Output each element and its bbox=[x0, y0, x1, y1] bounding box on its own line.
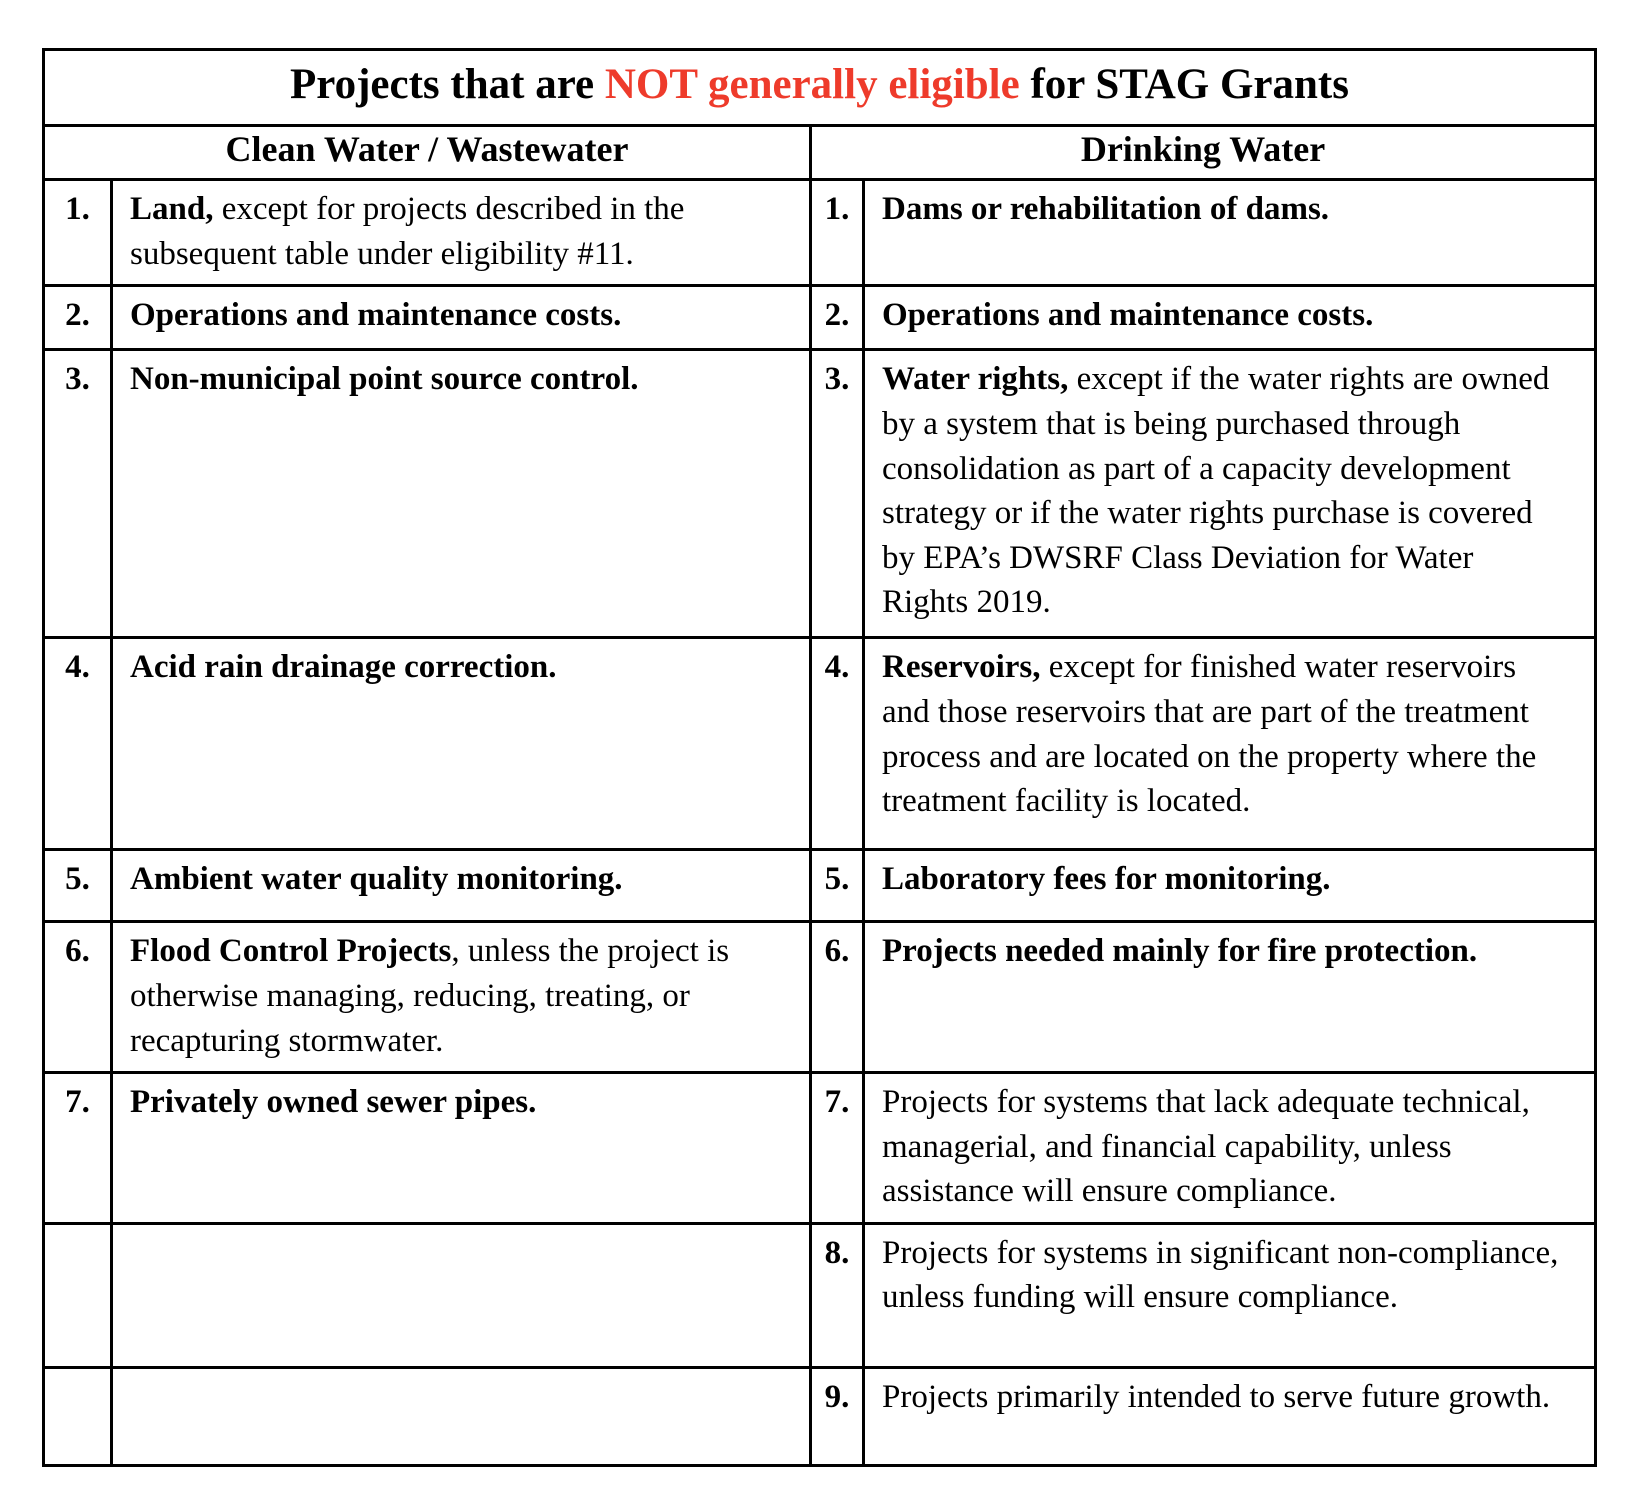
cw-item-number: 3. bbox=[44, 350, 112, 638]
dw-item-bold-lead: Laboratory fees for monitoring. bbox=[882, 861, 1331, 898]
cw-item-text bbox=[112, 1073, 811, 1224]
table-row bbox=[44, 638, 1596, 850]
dw-item-text bbox=[864, 180, 1596, 286]
table-row bbox=[44, 922, 1596, 1073]
col-header-clean-water: Clean Water / Wastewater bbox=[44, 126, 811, 180]
cw-item-text-empty bbox=[112, 1367, 811, 1465]
table-row bbox=[44, 286, 1596, 350]
table-row bbox=[44, 180, 1596, 286]
dw-item-bold-lead: Dams or rehabilitation of dams. bbox=[882, 191, 1330, 228]
cw-item-text bbox=[112, 638, 811, 850]
cw-item-text bbox=[112, 922, 811, 1073]
cw-item-rest: except for projects described in the subsequent table under eligibility #11. bbox=[130, 191, 685, 272]
table-row bbox=[44, 350, 1596, 638]
table-row bbox=[44, 1367, 1596, 1465]
dw-item-bold-lead: Reservoirs, bbox=[882, 649, 1041, 686]
cw-item-rest: , unless the project is otherwise managing, reducing, treating, or recapturing stormwater. bbox=[130, 933, 730, 1059]
dw-item-text bbox=[864, 350, 1596, 638]
cw-item-text-empty bbox=[112, 1223, 811, 1367]
dw-item-rest: Projects primarily intended to serve future growth. bbox=[882, 1378, 1551, 1415]
cw-item-number: 2. bbox=[44, 286, 112, 350]
cw-item-number-empty bbox=[44, 1367, 112, 1465]
cw-item-bold-lead: Ambient water quality monitoring. bbox=[130, 861, 623, 898]
column-header-row bbox=[44, 126, 1596, 180]
cw-item-number: 4. bbox=[44, 638, 112, 850]
cw-item-number: 6. bbox=[44, 922, 112, 1073]
dw-item-number: 5. bbox=[811, 850, 864, 922]
dw-item-text bbox=[864, 1223, 1596, 1367]
dw-item-number: 8. bbox=[811, 1223, 864, 1367]
cw-item-bold-lead: Land, bbox=[130, 191, 214, 228]
cw-item-number: 1. bbox=[44, 180, 112, 286]
cw-item-text bbox=[112, 180, 811, 286]
title-highlight: NOT generally eligible bbox=[604, 61, 1020, 108]
dw-item-text bbox=[864, 638, 1596, 850]
dw-item-rest: Projects for systems in significant non-compliance, unless funding will ensure compliance. bbox=[882, 1234, 1559, 1316]
table-row bbox=[44, 1223, 1596, 1367]
dw-item-number: 6. bbox=[811, 922, 864, 1073]
dw-item-rest: Projects for systems that lack adequate technical, managerial, and financial capability, unless assistance will ensure compliance. bbox=[882, 1084, 1530, 1210]
title-suffix: for STAG Grants bbox=[1019, 61, 1349, 108]
dw-item-text bbox=[864, 922, 1596, 1073]
dw-item-number: 4. bbox=[811, 638, 864, 850]
cw-item-bold-lead: Operations and maintenance costs. bbox=[130, 297, 622, 334]
dw-item-bold-lead: Projects needed mainly for fire protection. bbox=[882, 933, 1478, 970]
cw-item-bold-lead: Privately owned sewer pipes. bbox=[130, 1084, 537, 1121]
cw-item-bold-lead: Flood Control Projects bbox=[130, 933, 452, 970]
dw-item-rest: except for finished water reservoirs and those reservoirs that are part of the treatment process and are located on the property where the treatment facility is located. bbox=[882, 649, 1537, 820]
cw-item-number: 7. bbox=[44, 1073, 112, 1224]
dw-item-number: 3. bbox=[811, 350, 864, 638]
dw-item-text bbox=[864, 1073, 1596, 1224]
dw-item-number: 7. bbox=[811, 1073, 864, 1224]
dw-item-text bbox=[864, 1367, 1596, 1465]
page-title bbox=[44, 50, 1596, 126]
cw-item-text bbox=[112, 350, 811, 638]
dw-item-number: 2. bbox=[811, 286, 864, 350]
table-row bbox=[44, 1073, 1596, 1224]
cw-item-bold-lead: Acid rain drainage correction. bbox=[130, 649, 557, 686]
table-row bbox=[44, 850, 1596, 922]
dw-item-rest: except if the water rights are owned by a system that is being purchased through consolidation as part of a capacity development strategy or if the water rights purchase is covered by EPA’s DWSRF Class Deviation for Water Rights 2019. bbox=[882, 361, 1550, 621]
col-header-drinking-water: Drinking Water bbox=[811, 126, 1596, 180]
dw-item-text bbox=[864, 850, 1596, 922]
dw-item-bold-lead: Operations and maintenance costs. bbox=[882, 297, 1374, 334]
cw-item-text bbox=[112, 850, 811, 922]
dw-item-text bbox=[864, 286, 1596, 350]
stag-ineligible-projects-table bbox=[42, 48, 1597, 1467]
dw-item-number: 1. bbox=[811, 180, 864, 286]
dw-item-number: 9. bbox=[811, 1367, 864, 1465]
cw-item-bold-lead: Non-municipal point source control. bbox=[130, 361, 639, 398]
title-prefix: Projects that are bbox=[290, 61, 605, 108]
title-row bbox=[44, 50, 1596, 126]
cw-item-text bbox=[112, 286, 811, 350]
cw-item-number: 5. bbox=[44, 850, 112, 922]
cw-item-number-empty bbox=[44, 1223, 112, 1367]
dw-item-bold-lead: Water rights, bbox=[882, 361, 1069, 398]
